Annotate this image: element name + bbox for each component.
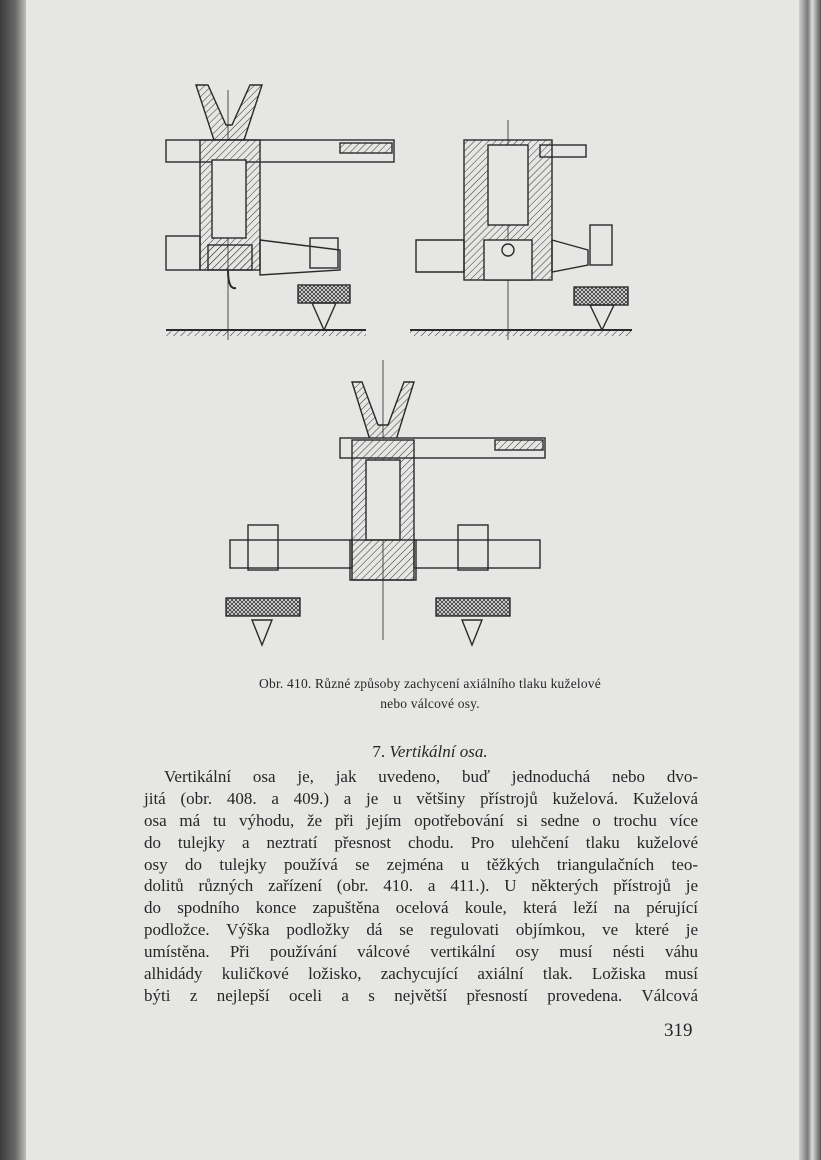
page-number: 319 [664,1020,693,1041]
drawing-axis-with-footscrews [226,360,545,645]
text-line: dolitů různých zařízení (obr. 410. a 411.). U některých přístrojů je [144,876,698,896]
section-title: Vertikální osa. [389,742,488,761]
text-line: alhidády kuličkové ložisko, zachycující axiální tlak. Ložiska musí [144,964,698,984]
caption-line: Obr. 410. Různé způsoby zachycení axiálního tlaku kuželové [259,676,601,691]
text-line: umístěna. Při používání válcové vertikální osy musí nésti váhu [144,942,698,962]
body-paragraph [144,766,698,1007]
text-line: Vertikální osa je, jak uvedeno, buď jednoduchá nebo dvo- [164,767,698,786]
drawing-cylindrical-axis-bearing [410,120,632,340]
text-line: jitá (obr. 408. a 409.) a je u většiny přístrojů kuželová. Kuželová [144,788,698,808]
text-line: do tulejky a neztratí přesnost chodu. Pro ulehčení tlaku kuželové [144,832,698,852]
caption-line: nebo válcové osy. [380,696,480,711]
text-line: osa má tu výhodu, že při jejím opotřebování si sedne o trochu více [144,810,698,830]
section-heading [140,742,720,762]
text-line: do spodního konce zapuštěna ocelová koule, která leží na pérující [144,898,698,918]
text-line: býti z nejlepší oceli a s největší přesností provedena. Válcová [144,985,698,1005]
text-line: osy do tulejky používá se zejména u těžkých triangulačních teo- [144,854,698,874]
drawing-conical-axis-hook [166,85,394,340]
text-line: podložce. Výška podložky dá se regulovati objímkou, ve které je [144,920,698,940]
section-number: 7. [372,742,386,761]
figure-caption [140,674,720,714]
